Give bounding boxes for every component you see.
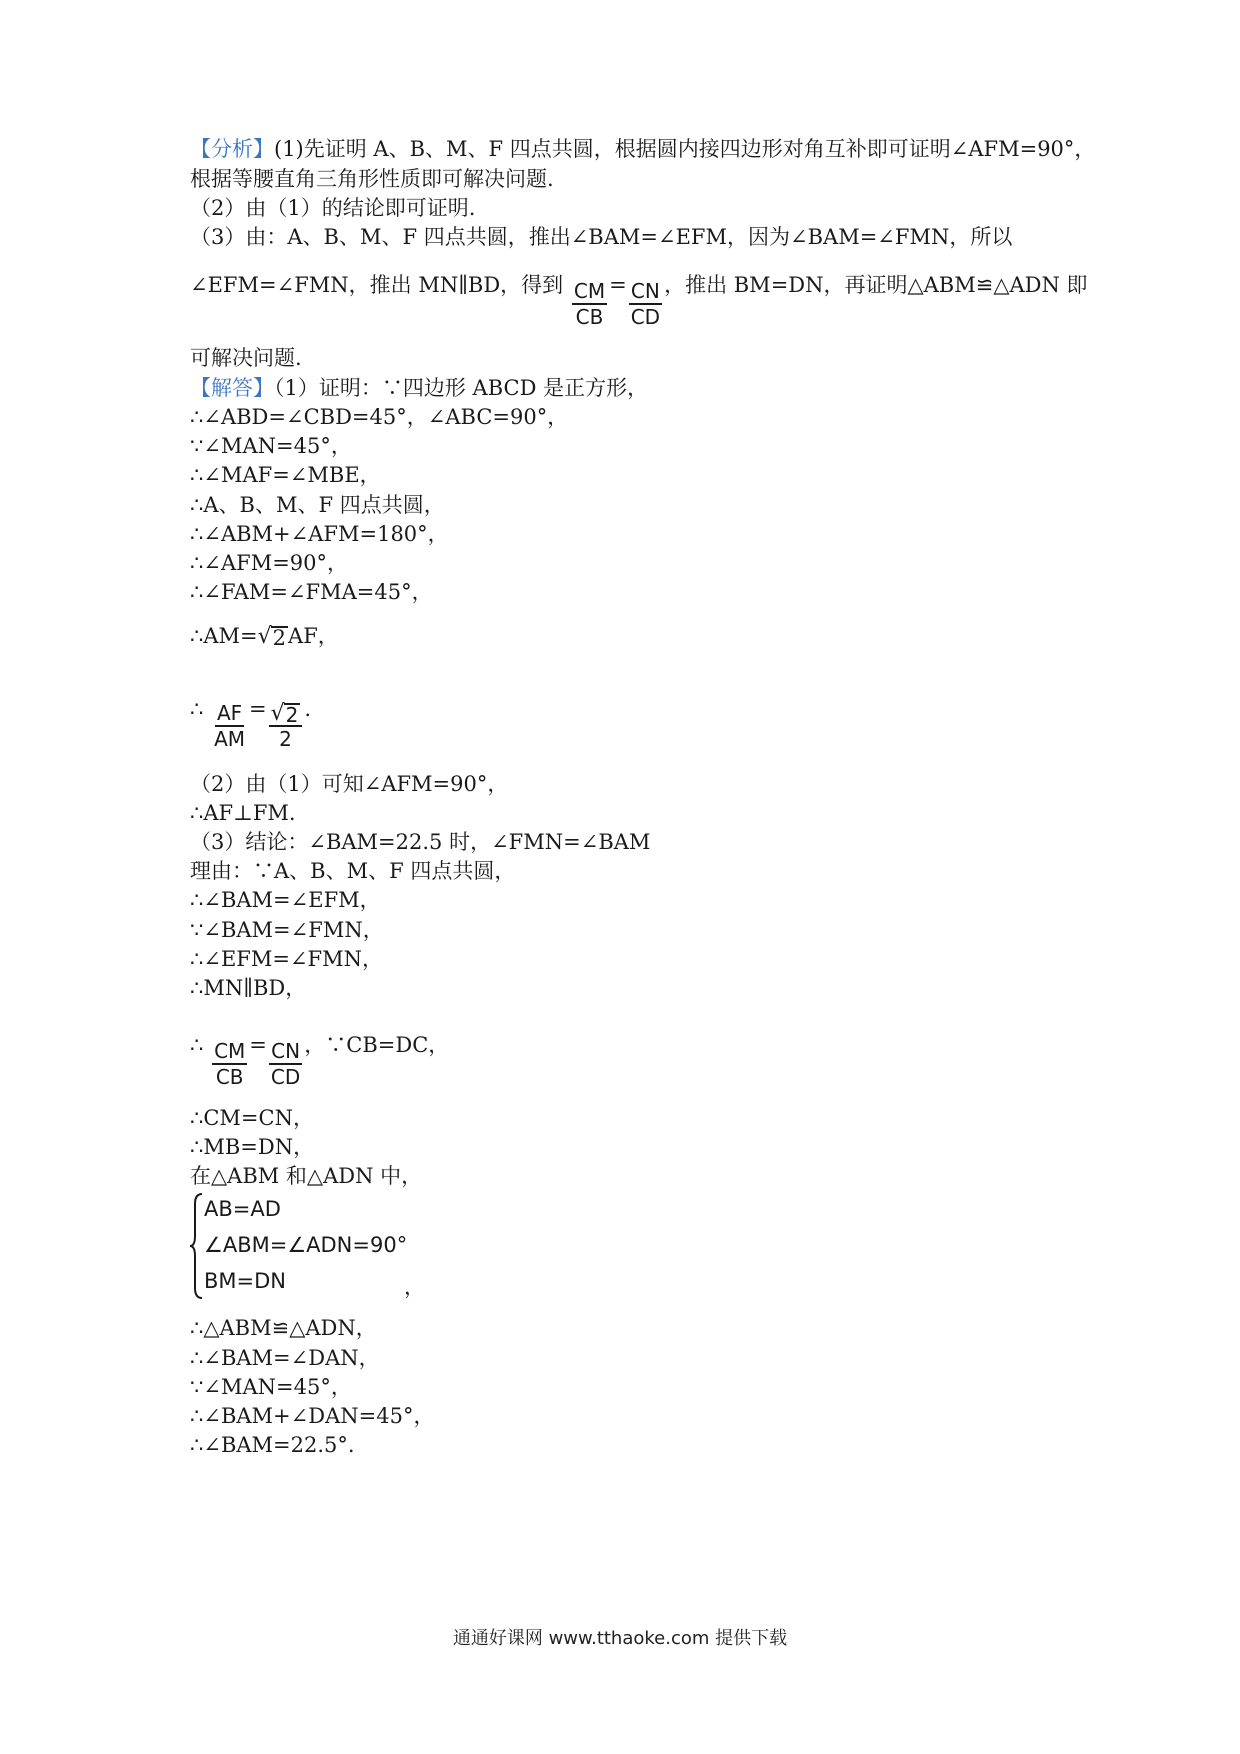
sqrt-two: [258, 626, 288, 648]
equals-sign: =: [249, 1033, 267, 1057]
analysis-line-2: 根据等腰直角三角形性质即可解决问题.: [190, 167, 554, 191]
radicand: 2: [285, 703, 299, 727]
equals-sign: =: [609, 273, 627, 297]
system-row-1: AB=AD: [204, 1197, 281, 1221]
therefore-sign: ∴: [190, 697, 204, 721]
page-footer: 通通好课网 www.tthaoke.com 提供下载: [452, 1628, 788, 1649]
solution-tag: 【解答】: [190, 376, 274, 400]
solution-text-1: （1）证明：∵四边形 ABCD 是正方形，: [274, 376, 649, 400]
sqrt-two: [271, 703, 301, 725]
solution-line-3: ∵∠MAN=45°，: [190, 434, 352, 458]
fraction-denominator: CB: [575, 305, 604, 329]
solution-line-1: [190, 373, 648, 403]
solution-line-21: ∴MB=DN，: [190, 1135, 315, 1159]
fraction-numerator: CN: [630, 279, 660, 303]
solution-line-4: ∴∠MAF=∠MBE，: [190, 463, 381, 487]
af-tail: AF，: [288, 624, 339, 648]
fraction-denominator: CD: [630, 305, 661, 329]
radical-sign: √: [270, 701, 285, 726]
radical-sign: √: [257, 624, 272, 649]
analysis-line-5: [190, 270, 1088, 329]
solution-line-8: ∴∠FAM=∠FMA=45°，: [190, 580, 433, 604]
equals-sign: =: [249, 697, 267, 721]
fraction-numerator: CM: [573, 279, 606, 303]
analysis-text-5a: ∠EFM=∠FMN，推出 MN∥BD，得到: [190, 273, 564, 297]
analysis-line-6: 可解决问题.: [190, 346, 302, 370]
period: .: [304, 697, 312, 721]
fraction-denominator: CD: [270, 1065, 301, 1089]
fraction-cn-cd: [629, 279, 662, 329]
solution-line-10: [190, 694, 311, 751]
am-equals: ∴AM=: [190, 624, 258, 648]
fraction-cm-cb: [572, 279, 607, 329]
fraction-numerator: CM: [214, 1039, 246, 1063]
solution-line-18: ∴MN∥BD，: [190, 976, 307, 1000]
solution-line-5: ∴A、B、M、F 四点共圆，: [190, 493, 445, 517]
analysis-text-5b: ，推出 BM=DN，再证明△ABM≌△ADN 即: [664, 273, 1088, 297]
solution-line-9: [190, 621, 339, 651]
analysis-tag: 【分析】: [190, 137, 274, 161]
solution-line-2: ∴∠ABD=∠CBD=45°，∠ABC=90°，: [190, 405, 569, 429]
analysis-line-4: （3）由：A、B、M、F 四点共圆，推出∠BAM=∠EFM，因为∠BAM=∠FMN，所以: [190, 225, 1013, 249]
radicand: 2: [272, 626, 287, 650]
fraction-af-am: [212, 701, 247, 751]
solution-line-12: ∴AF⊥FM.: [190, 801, 296, 825]
solution-line-16: ∵∠BAM=∠FMN，: [190, 918, 384, 942]
solution-line-22: 在△ABM 和△ADN 中，: [190, 1164, 423, 1188]
solution-line-15: ∴∠BAM=∠EFM，: [190, 888, 381, 912]
analysis-line-3: （2）由（1）的结论即可证明.: [190, 196, 476, 220]
solution-line-6: ∴∠ABM+∠AFM=180°，: [190, 522, 449, 546]
system-comma: ，: [404, 1275, 425, 1299]
fraction-denominator: CB: [215, 1065, 244, 1089]
solution-line-19: [190, 1030, 449, 1089]
analysis-text-1: (1)先证明 A、B、M、F 四点共圆，根据圆内接四边形对角互补即可证明∠AFM=90°，: [274, 137, 1096, 161]
solution-line-27: ∴∠BAM=22.5°.: [190, 1433, 355, 1457]
solution-line-13: （3）结论：∠BAM=22.5 时，∠FMN=∠BAM: [190, 830, 651, 854]
solution-line-24: ∴∠BAM=∠DAN，: [190, 1346, 380, 1370]
system-row-2: ∠ABM=∠ADN=90°: [204, 1233, 408, 1257]
cb-equals-dc: ，∵CB=DC，: [304, 1033, 450, 1057]
fraction-numerator: [269, 701, 303, 727]
solution-line-7: ∴∠AFM=90°，: [190, 551, 349, 575]
left-brace: [190, 1192, 204, 1300]
solution-line-17: ∴∠EFM=∠FMN，: [190, 947, 383, 971]
fraction-denominator: AM: [214, 727, 245, 751]
fraction-numerator: AF: [216, 701, 243, 725]
fraction-cn-cd: [269, 1039, 302, 1089]
fraction-sqrt2-over-2: [269, 701, 303, 751]
solution-line-26: ∴∠BAM+∠DAN=45°，: [190, 1404, 435, 1428]
solution-line-14: 理由：∵A、B、M、F 四点共圆，: [190, 859, 516, 883]
analysis-line-1: [190, 134, 1095, 164]
solution-line-23: ∴△ABM≌△ADN，: [190, 1316, 377, 1340]
fraction-cm-cb: [212, 1039, 247, 1089]
therefore-sign: ∴: [190, 1033, 204, 1057]
solution-line-20: ∴CM=CN，: [190, 1106, 314, 1130]
solution-line-25: ∵∠MAN=45°，: [190, 1375, 352, 1399]
fraction-denominator: 2: [279, 727, 292, 751]
system-row-3: BM=DN: [204, 1269, 287, 1293]
fraction-numerator: CN: [271, 1039, 301, 1063]
solution-line-11: （2）由（1）可知∠AFM=90°，: [190, 772, 509, 796]
